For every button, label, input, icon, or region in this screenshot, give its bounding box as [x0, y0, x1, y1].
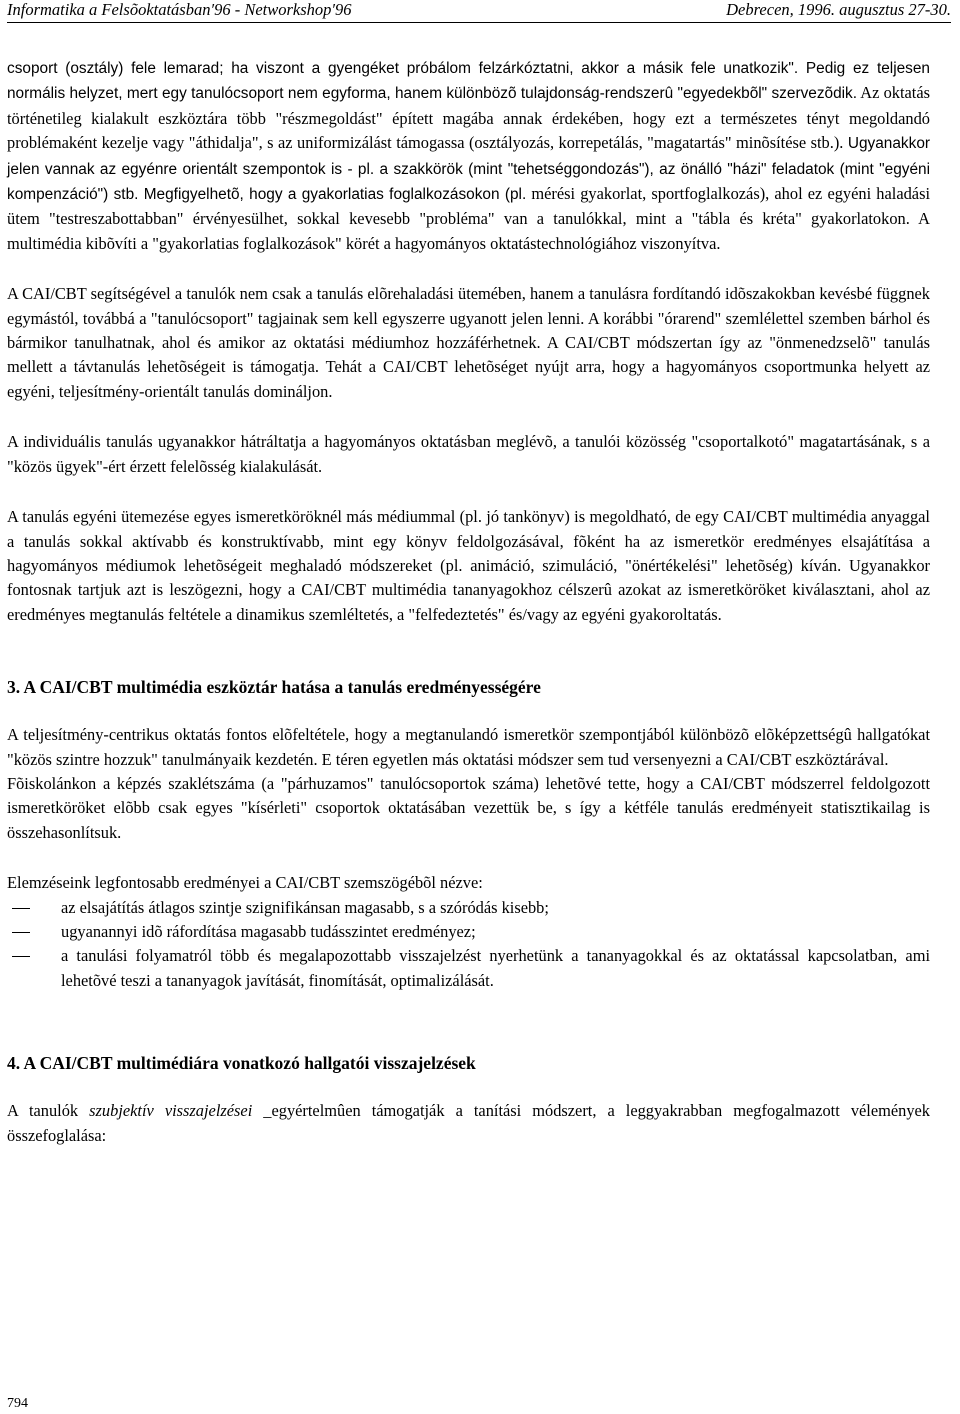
paragraph-1 — [7, 56, 930, 256]
section-3-paragraph-2: Fõiskolánkon a képzés szaklétszáma (a "párhuzamos" tanulócsoportok száma) lehetõvé tette, hogy a CAI/CBT módszerrel feldolgozott ismeretköröket elõbb csak egyes "kísérleti" csoportok oktatásában vezettük be, s így a kétféle tanulás eredményeit statisztikailag is összehasonlítsuk. — [7, 773, 930, 842]
header-right: Debrecen, 1996. augusztus 27-30. — [726, 0, 951, 19]
paragraph-3: A individuális tanulás ugyanakkor hátráltatja a hagyományos oktatásban meglévõ, a tanulói közösség "csoportalkotó" magatartásának, s a "közös ügyek"-ért érzett felelõsség kialakulását. — [7, 432, 930, 476]
page-number: 794 — [7, 1396, 28, 1411]
section-4-text-italic: szubjektív visszajelzései — [89, 1101, 253, 1121]
document-body — [7, 56, 930, 1148]
header-left: Informatika a Felsõoktatásban′96 - Networkshop′96 — [7, 0, 352, 19]
paragraph-1-part-c: Ugyanakkor jelen vannak az egyénre orientált szempontok is - pl. a szakkörök (mint "tehetséggondozás"), az önálló "házi" feladatok (mint "egyéni kompenzáció") stb. Megfigyelhetõ, hogy a gyakorlatias foglalkozásokon (pl. — [7, 135, 930, 204]
section-4-text-start: A tanulók — [7, 1101, 90, 1121]
section-3-heading: 3. A CAI/CBT multimédia eszköztár hatása a tanulás eredményességére — [7, 677, 541, 698]
section-3-paragraph-3: Elemzéseink legfontosabb eredményei a CAI/CBT szemszögébõl nézve: — [7, 873, 483, 893]
section-4-text-end: _egyértelmûen támogatják a tanítási módszert, a leggyakrabban megfogalmazott vélemények összefoglalása: — [7, 1101, 930, 1145]
list-item: az elsajátítás átlagos szintje szignifikánsan magasabb, s a szóródás kisebb; — [7, 896, 930, 920]
paragraph-4: A tanulás egyéni ütemezése egyes ismeretköröknél más médiummal (pl. jó tankönyv) is megoldható, de egy CAI/CBT multimédia anyaggal a tanulás sokkal aktívabb és konstruktívabb, mint egy könyv feldolgozásával, fõként ha az ismeretkör eredményes elsajátítása a hagyományos médiumok lehetõségeit meghaladó módszereket (pl. animáció, szimuláció, "önértékelési" lehetõség) kíván. Ugyanakkor fontosnak tartjuk azt is leszögezni, hogy a CAI/CBT multimédia tananyagokhoz célszerû azokat az ismeretköröket kiválasztani, ahol az eredményes megtanulás feltétele a dinamikus szemléltetés, a "felfedeztetés" és/vagy az egyéni gyakoroltatás. — [7, 507, 930, 624]
paragraph-1-part-a: csoport (osztály) fele lemarad; ha viszont a gyengéket próbálom felzárkóztatni, akkor a másik fele unatkozik". Pedig ez teljesen normális helyzet, mert egy tanulócsoport nem egyforma, hanem különbözõ tulajdonság-rendszerû "egyedekbõl" szervezõdik. — [7, 60, 930, 103]
running-header — [7, 0, 951, 22]
section-4-heading: 4. A CAI/CBT multimédiára vonatkozó hallgatói visszajelzések — [7, 1053, 476, 1074]
list-item: ugyanannyi idõ ráfordítása magasabb tudásszintet eredményez; — [7, 920, 930, 944]
section-3-paragraph-1: A teljesítmény-centrikus oktatás fontos elõfeltétele, hogy a megtanulandó ismeretkör szempontjából különbözõ elõképzettségû hallgatókat "közös szintre hozzuk" tanulmányaik kezdetén. E téren egyetlen más oktatási módszer sem tud versenyezni a CAI/CBT eszköztárával. — [7, 725, 930, 769]
header-rule — [7, 22, 951, 23]
paragraph-1-part-b: Az oktatás történetileg kialakult eszköztára több "részmegoldást" épített magába annak érdekében, hogy ezt a természetes tényt megoldandó problémaként kezelje vagy "áthidalja", s az uniformizálást támogassa (osztályozás, korrepetálás, "magatartás" minõsítése stb.). — [7, 83, 930, 153]
results-list — [7, 896, 930, 994]
list-item: a tanulási folyamatról több és megalapozottabb visszajelzést nyerhetünk a tananyagokkal és az oktatással kapcsolatban, ami lehetõvé teszi a tananyagok javítását, finomítását, optimalizálását. — [7, 944, 930, 993]
paragraph-2: A CAI/CBT segítségével a tanulók nem csak a tanulás elõrehaladási ütemében, hanem a tanulásra fordítandó idõszakokban kevésbé függnek egymástól, továbbá a "tanulócsoport" tagjainak sem kell egyszerre ugyanott jelen lenni. A korábbi "órarend" szemlélettel szemben bárhol és bármikor tanulhatnak, ahol és amikor az oktatási médiumhoz hozzáférhetnek. A CAI/CBT módszertan így az "önmenedzselõ" tanulás mellett a távtanulás lehetõségeit is támogatja. Tehát a CAI/CBT lehetõséget nyújt arra, hogy a hagyományos csoportmunka helyett az egyéni, teljesítmény-orientált tanulás domináljon. — [7, 284, 930, 401]
section-4-paragraph — [7, 1099, 930, 1148]
paragraph-1-part-d: mérési gyakorlat, sportfoglalkozás), ahol ez egyéni haladási ütem "testreszabottabban" érvényesülhet, sokkal kevesebb "probléma" van a tanulókkal, mint a "tábla és kréta" gyakorlatokon. A multimédia kibõvíti a "gyakorlatias foglalkozások" körét a hagyományos oktatástechnológiához viszonyítva. — [7, 184, 930, 253]
